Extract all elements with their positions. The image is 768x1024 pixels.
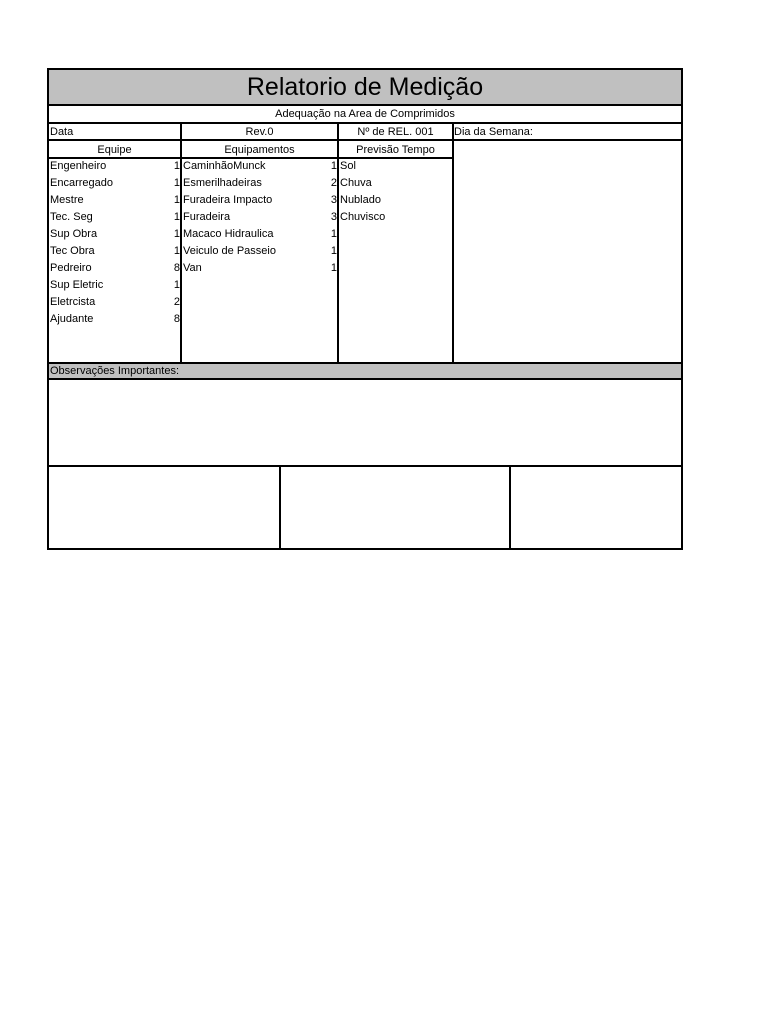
revision-label: Rev.0 (245, 126, 274, 138)
weather-option-label: Chuvisco (340, 211, 386, 223)
equipment-row-label: Veiculo de Passeio (183, 245, 276, 257)
team-member-row-label: Engenheiro (50, 160, 107, 172)
equipment-row-quantity: 3 (330, 211, 337, 223)
equipment-row-quantity: 1 (330, 160, 337, 172)
equipment-row-label: Esmerilhadeiras (183, 177, 262, 189)
team-member-row (49, 243, 180, 260)
team-member-row-quantity: 1 (173, 160, 180, 172)
team-member-row-quantity: 1 (173, 279, 180, 291)
weather-list (339, 158, 452, 226)
weather-option-label: Sol (340, 160, 356, 172)
equipment-row (182, 243, 337, 260)
equipment-row (182, 158, 337, 175)
signature-box[interactable] (281, 467, 509, 548)
team-member-row-label: Sup Obra (50, 228, 98, 240)
team-member-row-label: Sup Eletric (50, 279, 104, 291)
weather-option (339, 209, 452, 226)
weather-option-label: Nublado (340, 194, 381, 206)
team-member-row-label: Tec. Seg (50, 211, 93, 223)
weather-option (339, 158, 452, 175)
team-member-row (49, 158, 180, 175)
report-sheet (47, 68, 683, 550)
team-list (49, 158, 180, 328)
info-row (49, 124, 681, 141)
team-member-row-quantity: 1 (173, 211, 180, 223)
weather-option (339, 175, 452, 192)
equipment-row (182, 226, 337, 243)
equipment-row-label: Macaco Hidraulica (183, 228, 274, 240)
team-member-row-quantity: 1 (173, 177, 180, 189)
team-member-row (49, 175, 180, 192)
column-divider (452, 141, 454, 362)
report-number: Nº de REL. 001 (357, 126, 434, 138)
weather-option-label: Chuva (340, 177, 372, 189)
equipment-list (182, 158, 337, 277)
equipment-row-label: Furadeira Impacto (183, 194, 273, 206)
team-column-header: Equipe (97, 144, 132, 156)
team-member-row (49, 209, 180, 226)
report-title: Relatorio de Medição (49, 70, 681, 106)
weather-column-header: Previsão Tempo (356, 144, 435, 156)
equipment-row (182, 209, 337, 226)
team-member-row (49, 192, 180, 209)
weather-option (339, 192, 452, 209)
team-member-row-quantity: 1 (173, 194, 180, 206)
equipment-row-quantity: 3 (330, 194, 337, 206)
team-member-row-quantity: 2 (173, 296, 180, 308)
observations-label: Observações Importantes: (49, 362, 681, 380)
weekday-label: Dia da Semana: (454, 126, 533, 138)
team-member-row-label: Pedreiro (50, 262, 92, 274)
signature-box[interactable] (511, 467, 681, 548)
equipment-column-header: Equipamentos (224, 144, 295, 156)
equipment-row (182, 192, 337, 209)
equipment-row-quantity: 2 (330, 177, 337, 189)
equipment-row-quantity: 1 (330, 262, 337, 274)
team-member-row (49, 311, 180, 328)
equipment-row-label: CaminhãoMunck (183, 160, 266, 172)
team-member-row-quantity: 1 (173, 245, 180, 257)
equipment-row (182, 260, 337, 277)
date-label: Data (50, 126, 74, 138)
equipment-row-quantity: 1 (330, 228, 337, 240)
team-member-row (49, 260, 180, 277)
team-member-row-label: Ajudante (50, 313, 94, 325)
team-member-row-label: Mestre (50, 194, 84, 206)
signature-box[interactable] (49, 467, 279, 548)
team-member-row-quantity: 1 (173, 228, 180, 240)
project-subtitle: Adequação na Area de Comprimidos (49, 106, 681, 124)
equipment-row-label: Van (183, 262, 202, 274)
team-member-row (49, 226, 180, 243)
equipment-row-label: Furadeira (183, 211, 231, 223)
team-member-row-label: Eletrcista (50, 296, 96, 308)
team-member-row-label: Encarregado (50, 177, 113, 189)
team-member-row (49, 277, 180, 294)
team-member-row (49, 294, 180, 311)
equipment-row (182, 175, 337, 192)
team-member-row-quantity: 8 (173, 262, 180, 274)
observations-box[interactable] (49, 380, 681, 465)
team-member-row-label: Tec Obra (50, 245, 95, 257)
team-member-row-quantity: 8 (173, 313, 180, 325)
equipment-row-quantity: 1 (330, 245, 337, 257)
